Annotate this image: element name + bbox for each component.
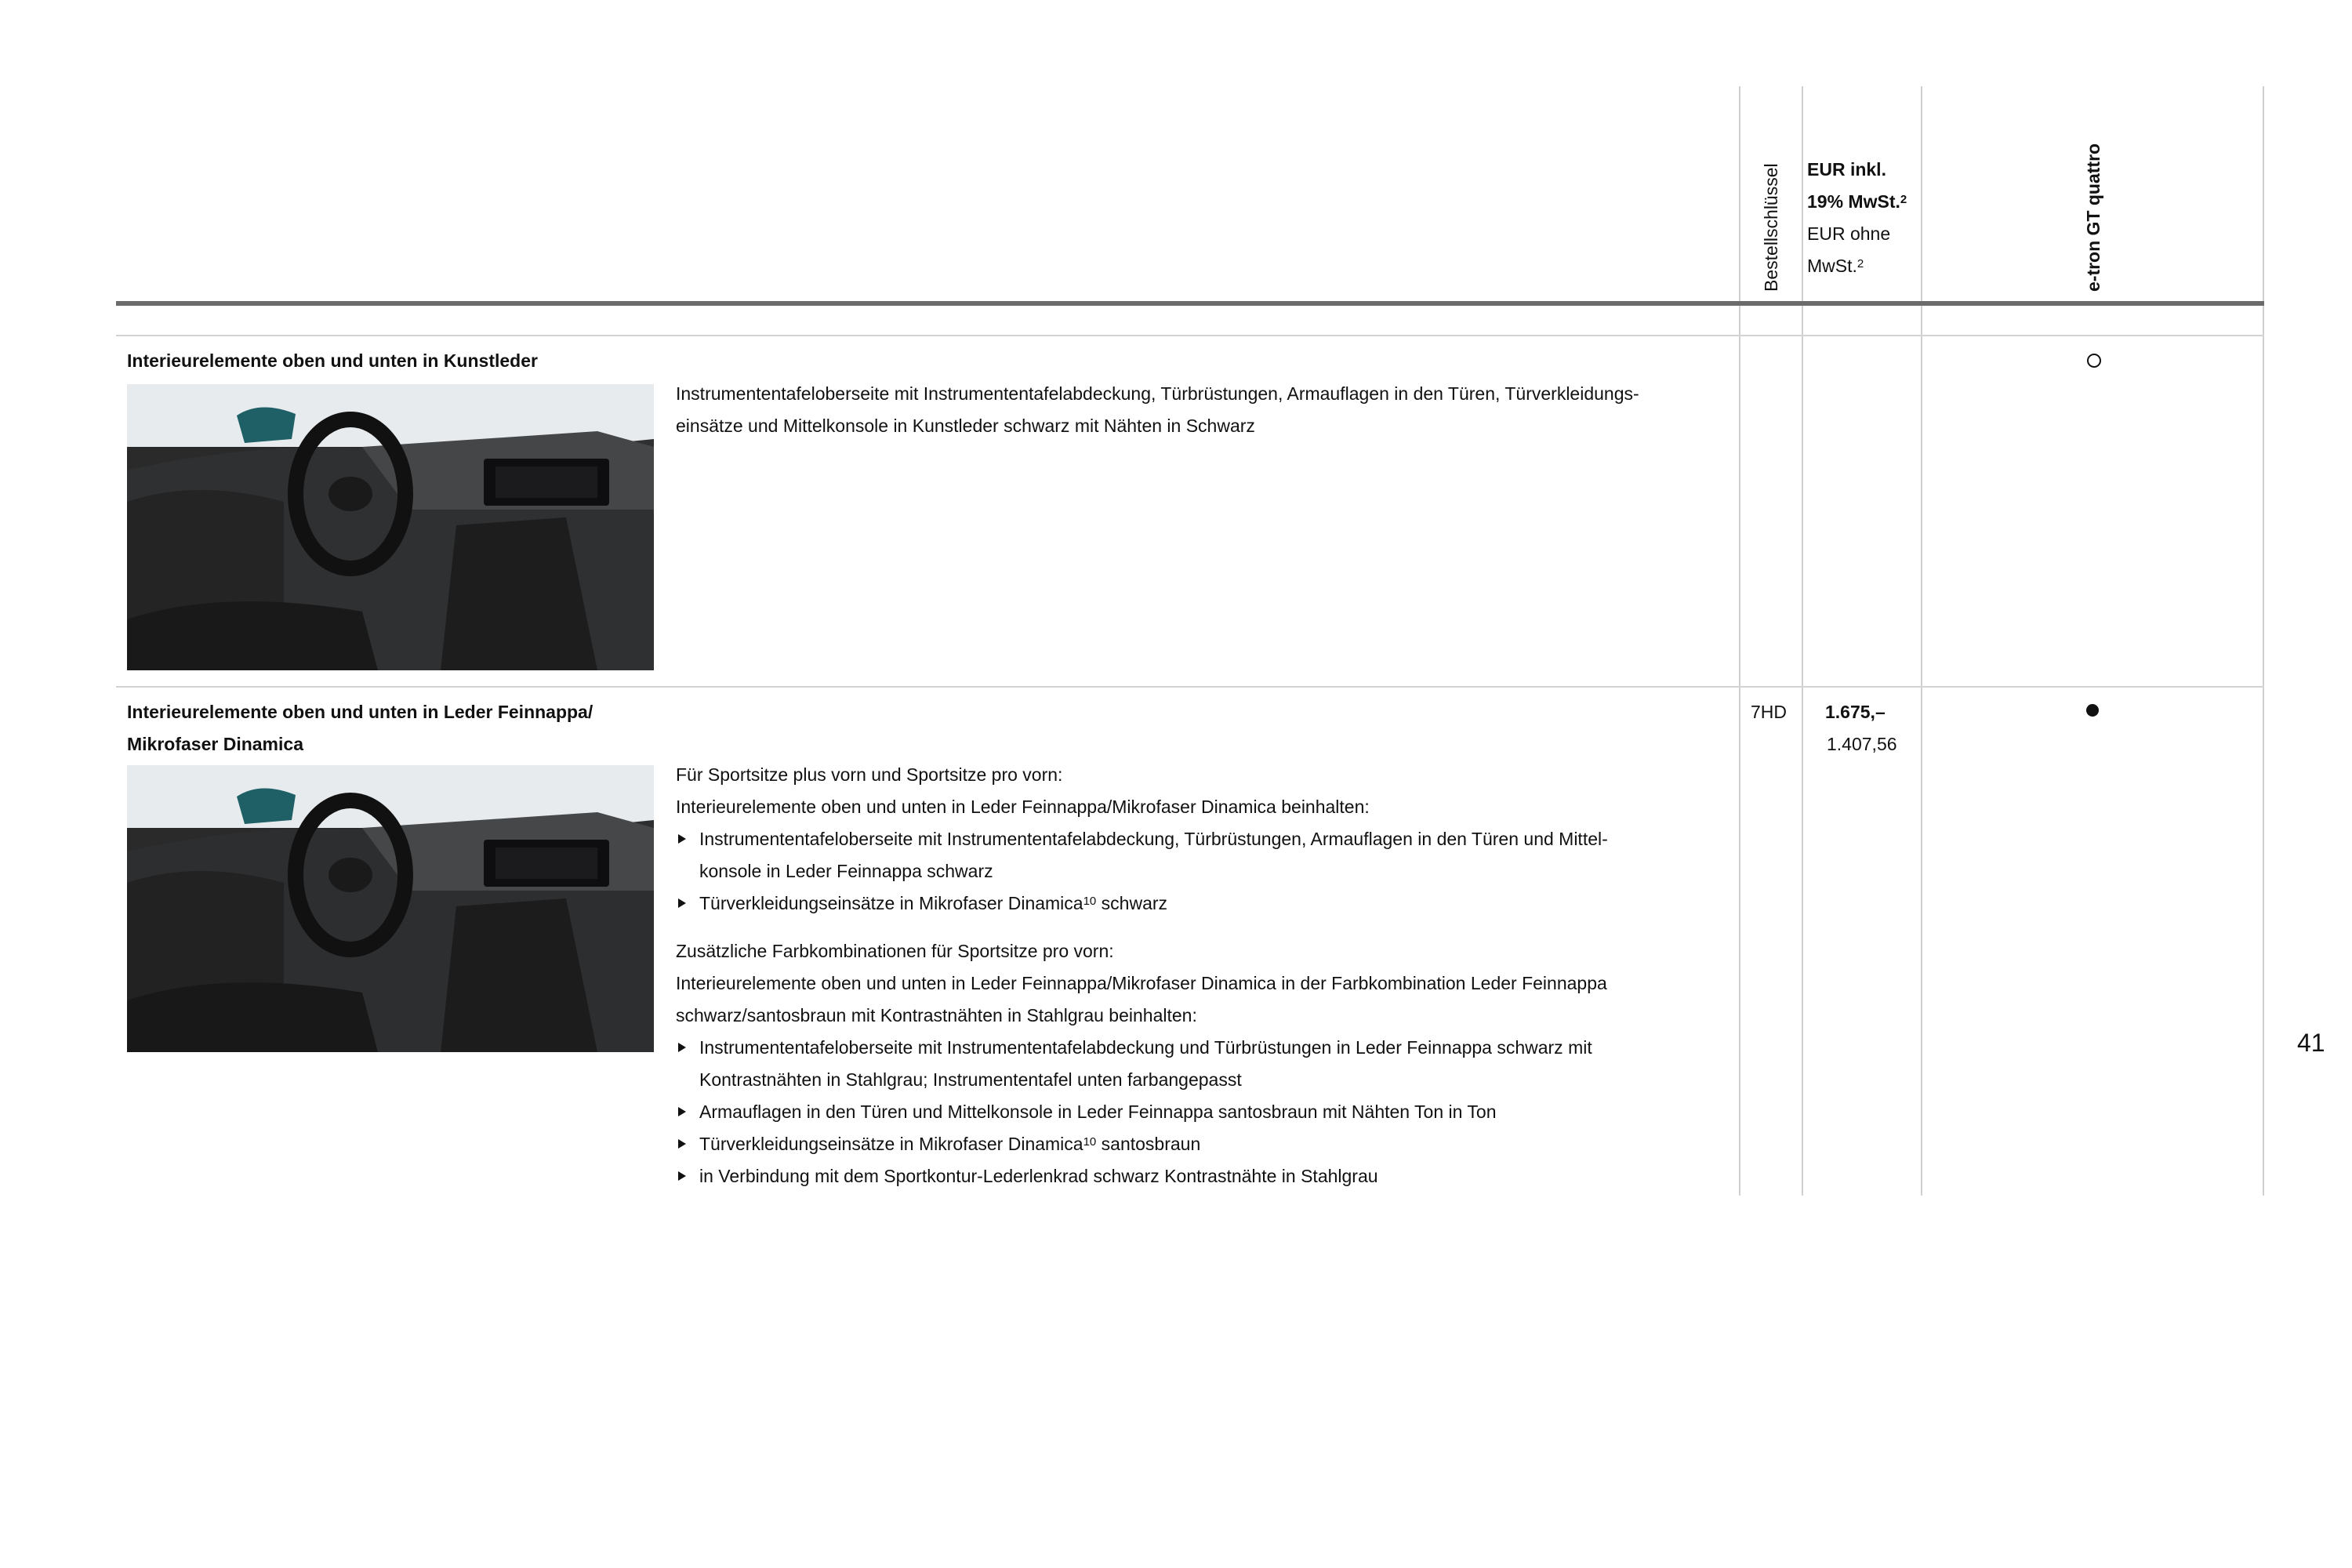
row1-description <box>676 378 1639 442</box>
header-price-incl: EUR inkl. <box>1807 159 1886 180</box>
row2-intro2: Interieurelemente oben und unten in Leder Feinnappa/Mikrofaser Dinamica beinhalten: <box>676 797 1370 817</box>
triangle-bullet-icon <box>678 898 686 908</box>
interior-photo-image <box>127 384 654 670</box>
row2-bullets-extra <box>676 1032 1608 1192</box>
row2-title <box>127 696 593 760</box>
row1-description-line2: einsätze und Mittelkonsole in Kunstleder schwarz mit Nähten in Schwarz <box>676 416 1255 436</box>
triangle-bullet-icon <box>678 1171 686 1181</box>
list-item: Armauflagen in den Türen und Mittelkonsole in Leder Feinnappa santosbraun mit Nähten Ton in Ton <box>676 1096 1608 1128</box>
header-rule <box>116 301 2264 306</box>
row1-title: Interieurelemente oben und unten in Kunstleder <box>127 350 538 371</box>
interior-photo-kunstleder <box>127 384 654 670</box>
row2-price <box>1825 696 1897 760</box>
triangle-bullet-icon <box>678 1139 686 1149</box>
row2-extra-line1: Interieurelemente oben und unten in Leder Feinnappa/Mikrofaser Dinamica in der Farbkombination Leder Feinnappa <box>676 973 1607 993</box>
row2-title-line1: Interieurelemente oben und unten in Leder Feinnappa/ <box>127 702 593 722</box>
row2-price-excl: 1.407,56 <box>1827 734 1897 754</box>
list-item: Türverkleidungseinsätze in Mikrofaser Dinamica$^{10}$ santosbraun <box>676 1128 1608 1160</box>
page-number: 41 <box>2297 1029 2325 1057</box>
triangle-bullet-icon <box>678 834 686 844</box>
list-item: Türverkleidungseinsätze in Mikrofaser Dinamica$^{10}$ schwarz <box>676 887 1608 920</box>
header-price-excl: EUR ohne <box>1807 223 1891 244</box>
row2-title-line2: Mikrofaser Dinamica <box>127 734 303 754</box>
list-item: in Verbindung mit dem Sportkontur-Lederlenkrad schwarz Kontrastnähte in Stahlgrau <box>676 1160 1608 1192</box>
empty-circle-icon <box>2087 354 2101 368</box>
row2-extra-line2: schwarz/santosbraun mit Kontrastnähten in Stahlgrau beinhalten: <box>676 1005 1197 1025</box>
interior-photo-feinnappa <box>127 765 654 1052</box>
list-item: Instrumententafeloberseite mit Instrumententafelabdeckung und Türbrüstungen in Leder Feinnappa schwarz mit Kontrastnähten in Stahlgrau; Instrumententafel unten farbangepasst <box>676 1032 1608 1096</box>
column-divider-order-key <box>1739 86 1740 1196</box>
row2-extra-heading: Zusätzliche Farbkombinationen für Sportsitze pro vorn: <box>676 941 1114 961</box>
column-divider-right <box>2263 86 2264 1196</box>
interior-photo-image <box>127 765 654 1052</box>
row-separator-top <box>116 335 2264 336</box>
triangle-bullet-icon <box>678 1043 686 1052</box>
list-item: Instrumententafeloberseite mit Instrumententafelabdeckung, Türbrüstungen, Armauflagen in den Türen und Mittel- konsole in Leder Feinnappa schwarz <box>676 823 1608 887</box>
row2-description <box>676 759 1608 1192</box>
header-model: e-tron GT quattro <box>2083 143 2103 292</box>
row1-description-line1: Instrumententafeloberseite mit Instrumententafelabdeckung, Türbrüstungen, Armauflagen in den Türen, Türverkleidungs- <box>676 383 1639 404</box>
header-price <box>1807 154 1907 282</box>
row2-intro1: Für Sportsitze plus vorn und Sportsitze pro vorn: <box>676 764 1063 785</box>
header-price-excl-2: MwSt.$^2$ <box>1807 256 1864 276</box>
row-separator-middle <box>116 686 2264 688</box>
filled-circle-icon <box>2086 704 2099 717</box>
row2-order-key: 7HD <box>1751 702 1788 722</box>
row2-bullets-standard <box>676 823 1608 920</box>
column-divider-price <box>1802 86 1803 1196</box>
column-divider-model <box>1921 86 1922 1196</box>
row2-price-incl: 1.675,– <box>1825 702 1886 722</box>
header-price-vat: 19% MwSt.$^2$ <box>1807 191 1907 212</box>
triangle-bullet-icon <box>678 1107 686 1116</box>
header-order-key: Bestellschlüssel <box>1761 163 1781 292</box>
